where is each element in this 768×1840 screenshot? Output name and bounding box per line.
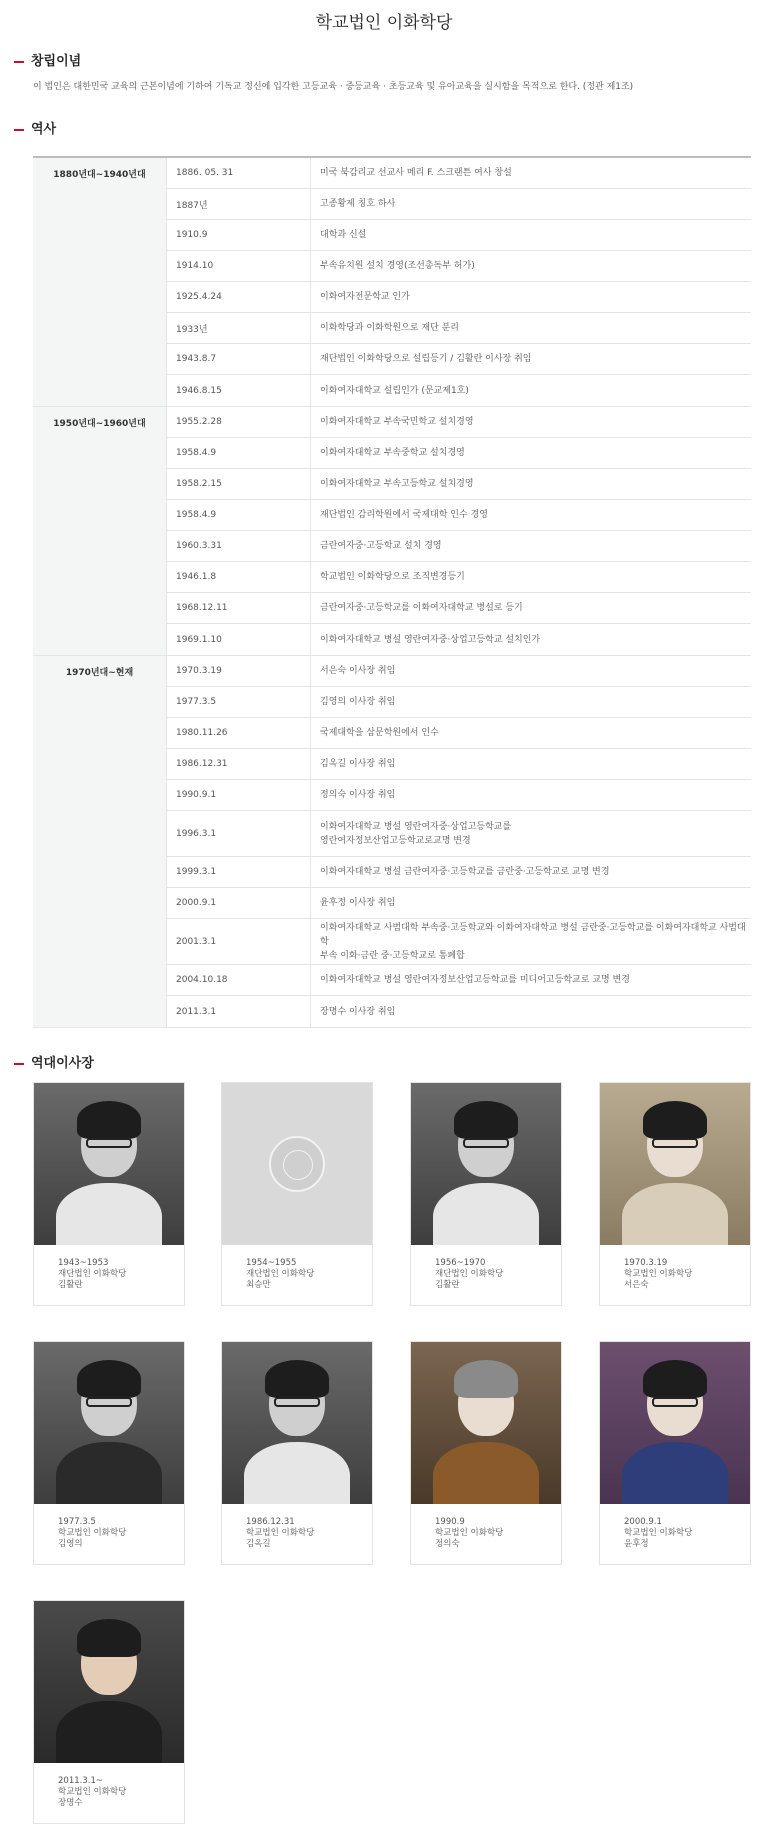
history-event: 국제대학을 삼문학원에서 인수 bbox=[320, 728, 439, 738]
chairman-card bbox=[410, 1341, 562, 1565]
history-event: 재단법인 이화학당으로 설립등기 / 김활란 이사장 취임 bbox=[320, 354, 532, 364]
history-row bbox=[167, 562, 751, 593]
section-title-text: 역사 bbox=[31, 122, 57, 137]
chairman-card bbox=[33, 1341, 185, 1565]
chairman-org: 학교법인 이화학당 bbox=[624, 1269, 693, 1279]
history-row bbox=[167, 189, 751, 220]
history-date: 1946.8.15 bbox=[167, 375, 311, 406]
history-event: 재단법인 감리학원에서 국제대학 인수 경영 bbox=[320, 510, 488, 520]
history-event: 장명수 이사장 취임 bbox=[320, 1006, 396, 1017]
history-event: 이화여자전문학교 인가 bbox=[320, 292, 410, 302]
history-date: 1968.12.11 bbox=[167, 593, 311, 623]
history-table bbox=[33, 156, 751, 1028]
chairman-card bbox=[221, 1341, 373, 1565]
history-event: 이화여자대학교 부속중학교 설치경영 bbox=[320, 448, 465, 458]
history-event-line: 이화여자대학교 병설 영란여자중·상업고등학교를 bbox=[320, 821, 512, 832]
history-date: 1925.4.24 bbox=[167, 282, 311, 312]
chairman-period: 1990.9 bbox=[435, 1517, 465, 1527]
history-row bbox=[167, 965, 751, 996]
history-era bbox=[33, 158, 751, 407]
history-row bbox=[167, 687, 751, 718]
history-event: 이화여자대학교 부속고등학교 설치경영 bbox=[320, 479, 474, 489]
chairman-card bbox=[221, 1082, 373, 1306]
chairman-name: 정의숙 bbox=[435, 1539, 460, 1549]
history-row bbox=[167, 624, 751, 655]
history-row bbox=[167, 593, 751, 624]
chairman-name: 김영의 bbox=[58, 1539, 83, 1549]
chairman-photo bbox=[34, 1601, 184, 1763]
school-seal-icon bbox=[269, 1136, 325, 1192]
history-event: 김영의 이사장 취임 bbox=[320, 697, 396, 707]
history-date: 2000.9.1 bbox=[167, 888, 311, 918]
chairman-photo bbox=[222, 1342, 372, 1504]
chairman-photo bbox=[411, 1342, 561, 1504]
section-title-text: 역대이사장 bbox=[31, 1056, 94, 1071]
history-event-line: 이화여자대학교 사범대학 부속중·고등학교와 이화여자대학교 병설 금란중·고등학교를 이화여자대학교 사범대학 bbox=[320, 922, 746, 947]
history-date: 1886. 05. 31 bbox=[167, 158, 311, 188]
history-row bbox=[167, 375, 751, 406]
section-title-mission bbox=[14, 52, 81, 72]
history-era bbox=[33, 407, 751, 656]
history-event: 금란여자중·고등학교를 이화여자대학교 병설로 등기 bbox=[320, 603, 523, 613]
chairman-photo bbox=[411, 1083, 561, 1245]
chairman-period: 1954~1955 bbox=[246, 1258, 297, 1268]
history-row bbox=[167, 500, 751, 531]
history-event: 이화학당과 이화학원으로 재단 분리 bbox=[320, 323, 459, 333]
history-row bbox=[167, 780, 751, 811]
history-event bbox=[311, 811, 751, 856]
section-title-history bbox=[14, 120, 56, 140]
chairman-org: 학교법인 이화학당 bbox=[435, 1528, 504, 1538]
chairman-card bbox=[410, 1082, 562, 1306]
page-title: 학교법인 이화학당 bbox=[315, 13, 453, 33]
chairman-name: 최승만 bbox=[246, 1280, 271, 1290]
history-event: 이화여자대학교 병설 영란여자정보산업고등학교를 미디어고등학교로 교명 변경 bbox=[320, 975, 630, 985]
history-event: 이화여자대학교 부속국민학교 설치경영 bbox=[320, 417, 474, 427]
history-row bbox=[167, 469, 751, 500]
chairman-org: 학교법인 이화학당 bbox=[58, 1528, 127, 1538]
section-title-chairmen bbox=[14, 1054, 94, 1074]
history-date: 1887년 bbox=[167, 189, 311, 219]
history-row bbox=[167, 811, 751, 857]
history-date: 1943.8.7 bbox=[167, 344, 311, 374]
history-row bbox=[167, 313, 751, 344]
chairman-name: 김활란 bbox=[435, 1280, 460, 1290]
history-date: 1910.9 bbox=[167, 220, 311, 250]
history-event: 정의숙 이사장 취임 bbox=[320, 790, 396, 800]
history-row bbox=[167, 251, 751, 282]
history-date: 1914.10 bbox=[167, 251, 311, 281]
history-date: 1955.2.28 bbox=[167, 407, 311, 437]
history-date: 2001.3.1 bbox=[167, 919, 311, 964]
chairman-photo bbox=[34, 1083, 184, 1245]
history-date: 1999.3.1 bbox=[167, 857, 311, 887]
chairman-period: 1977.3.5 bbox=[58, 1517, 96, 1527]
history-event: 윤후정 이사장 취임 bbox=[320, 898, 396, 908]
section-marker bbox=[14, 129, 24, 131]
chairman-photo bbox=[34, 1342, 184, 1504]
history-row bbox=[167, 407, 751, 438]
history-event: 이화여자대학교 병설 금란여자중·고등학교를 금란중·고등학교로 교명 변경 bbox=[320, 867, 610, 877]
history-event: 서은숙 이사장 취임 bbox=[320, 666, 396, 676]
history-row bbox=[167, 220, 751, 251]
history-date: 1970.3.19 bbox=[167, 656, 311, 686]
history-row bbox=[167, 718, 751, 749]
history-date: 1946.1.8 bbox=[167, 562, 311, 592]
history-date: 1969.1.10 bbox=[167, 624, 311, 655]
history-date: 2004.10.18 bbox=[167, 965, 311, 995]
history-event: 부속유치원 설치 경영(조선총독부 허가) bbox=[320, 261, 475, 271]
history-event: 고종황제 칭호 하사 bbox=[320, 199, 396, 209]
section-marker bbox=[14, 1063, 24, 1065]
history-date: 2011.3.1 bbox=[167, 996, 311, 1027]
history-row bbox=[167, 344, 751, 375]
chairman-name: 서은숙 bbox=[624, 1280, 649, 1290]
history-row bbox=[167, 158, 751, 189]
history-event: 대학과 신설 bbox=[320, 230, 367, 240]
history-row bbox=[167, 888, 751, 919]
history-date: 1960.3.31 bbox=[167, 531, 311, 561]
chairman-period: 1970.3.19 bbox=[624, 1258, 668, 1268]
chairman-org: 재단법인 이화학당 bbox=[435, 1269, 504, 1279]
history-date: 1980.11.26 bbox=[167, 718, 311, 748]
history-event bbox=[311, 919, 751, 964]
chairman-period: 2011.3.1~ bbox=[58, 1776, 103, 1786]
chairman-org: 학교법인 이화학당 bbox=[246, 1528, 315, 1538]
history-event: 김옥길 이사장 취임 bbox=[320, 759, 396, 769]
history-date: 1990.9.1 bbox=[167, 780, 311, 810]
chairman-period: 1943~1953 bbox=[58, 1258, 109, 1268]
history-row bbox=[167, 282, 751, 313]
era-label: 1880년대~1940년대 bbox=[33, 158, 167, 406]
chairman-period: 2000.9.1 bbox=[624, 1517, 662, 1527]
chairman-photo bbox=[222, 1083, 372, 1245]
history-row bbox=[167, 531, 751, 562]
chairman-period: 1956~1970 bbox=[435, 1258, 486, 1268]
history-row bbox=[167, 438, 751, 469]
history-event-line: 부속 이화·금란 중·고등학교로 통폐합 bbox=[320, 950, 465, 961]
chairman-card bbox=[33, 1600, 185, 1824]
era-label: 1950년대~1960년대 bbox=[33, 407, 167, 655]
history-date: 1977.3.5 bbox=[167, 687, 311, 717]
history-row bbox=[167, 996, 751, 1027]
section-title-text: 창립이념 bbox=[31, 54, 82, 69]
chairman-name: 장명수 bbox=[58, 1798, 83, 1808]
chairman-card bbox=[33, 1082, 185, 1306]
history-row bbox=[167, 656, 751, 687]
history-date: 1933년 bbox=[167, 313, 311, 343]
history-date: 1986.12.31 bbox=[167, 749, 311, 779]
history-event: 이화여자대학교 병설 영란여자중·상업고등학교 설치인가 bbox=[320, 634, 541, 645]
history-era bbox=[33, 656, 751, 1028]
history-event: 금란여자중·고등학교 설치 경영 bbox=[320, 541, 442, 551]
history-event: 학교법인 이화학당으로 조직변경등기 bbox=[320, 572, 465, 582]
chairman-org: 재단법인 이화학당 bbox=[246, 1269, 315, 1279]
chairman-org: 학교법인 이화학당 bbox=[624, 1528, 693, 1538]
history-event: 이화여자대학교 설립인가 (문교제1호) bbox=[320, 385, 469, 396]
section-marker bbox=[14, 61, 24, 63]
chairman-name: 윤후정 bbox=[624, 1539, 649, 1549]
history-event: 미국 북감리교 선교사 메리 F. 스크랜튼 여사 창설 bbox=[320, 168, 512, 178]
chairman-period: 1986.12.31 bbox=[246, 1517, 295, 1527]
history-date: 1958.4.9 bbox=[167, 500, 311, 530]
mission-text: 이 법인은 대한민국 교육의 근본이념에 기하여 기독교 정신에 입각한 고등교육 · 중등교육 · 초등교육 및 유아교육을 실시함을 목적으로 한다. (정관 제1조) bbox=[33, 82, 634, 92]
history-date: 1958.4.9 bbox=[167, 438, 311, 468]
history-row bbox=[167, 749, 751, 780]
chairman-photo bbox=[600, 1342, 750, 1504]
history-event-line: 영란여자정보산업고등학교로교명 변경 bbox=[320, 835, 471, 846]
chairman-org: 재단법인 이화학당 bbox=[58, 1269, 127, 1279]
chairman-org: 학교법인 이화학당 bbox=[58, 1787, 127, 1797]
chairman-card bbox=[599, 1082, 751, 1306]
chairman-name: 김옥길 bbox=[246, 1539, 271, 1549]
history-date: 1958.2.15 bbox=[167, 469, 311, 499]
chairman-name: 김활란 bbox=[58, 1280, 83, 1290]
history-row bbox=[167, 919, 751, 965]
chairman-photo bbox=[600, 1083, 750, 1245]
history-date: 1996.3.1 bbox=[167, 811, 311, 856]
era-label: 1970년대~현재 bbox=[33, 656, 167, 1027]
history-row bbox=[167, 857, 751, 888]
chairman-card bbox=[599, 1341, 751, 1565]
